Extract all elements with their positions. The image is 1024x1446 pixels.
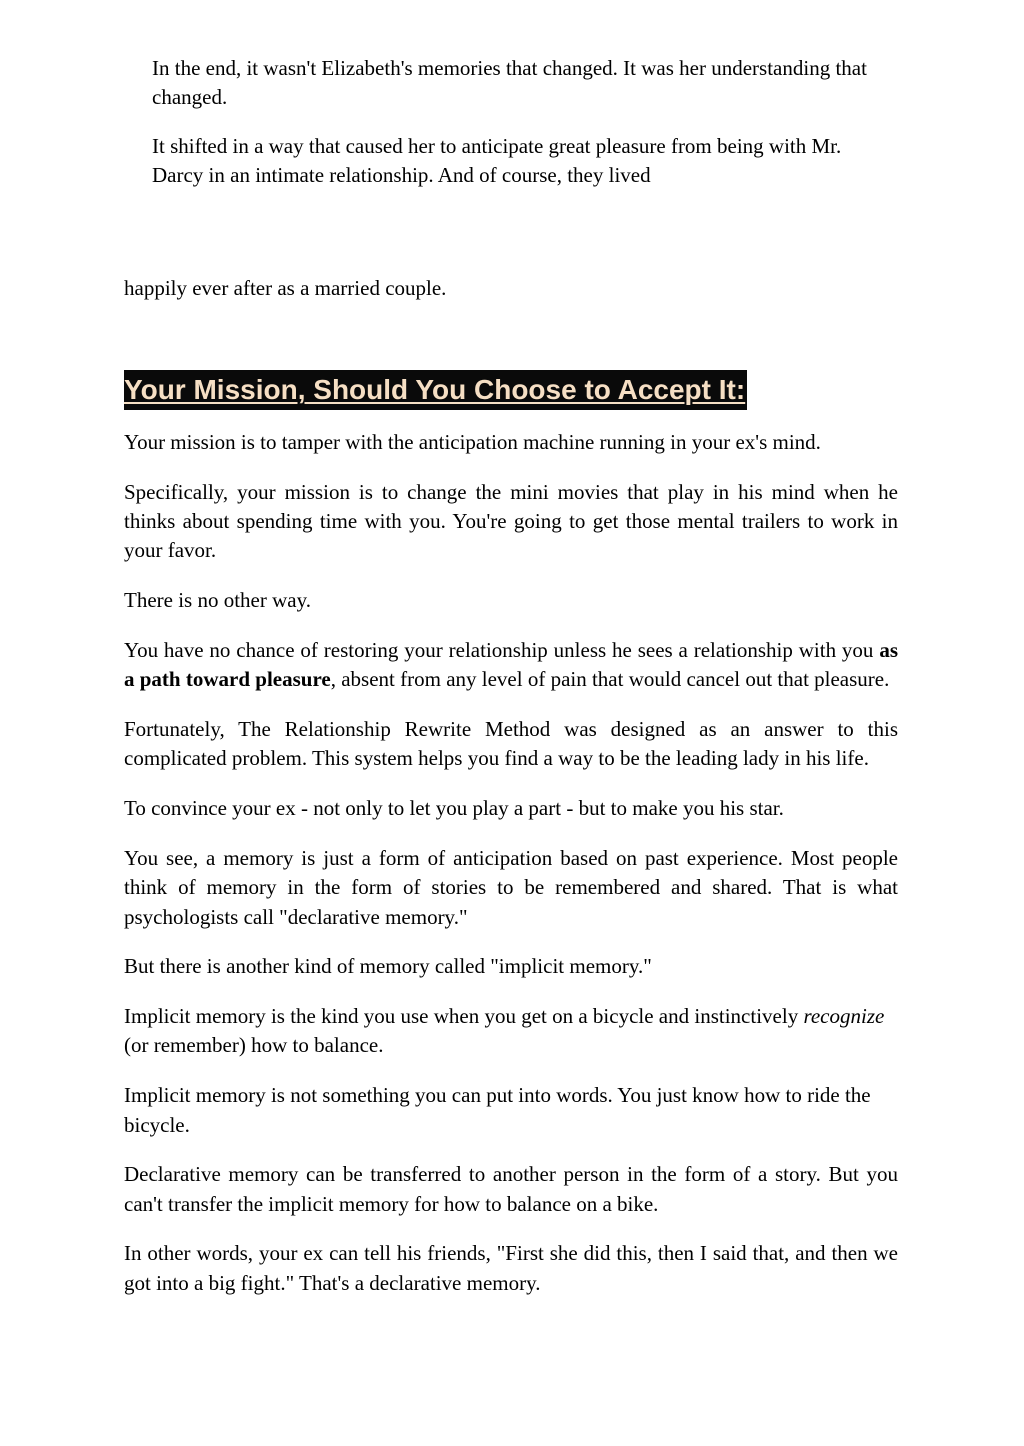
paragraph-text-segment: Implicit memory is the kind you use when you get on a bicycle and instinctively (124, 1004, 804, 1029)
paragraph-relationship-rewrite-method: Fortunately, The Relationship Rewrite Method was designed as an answer to this complicated problem. This system helps you find a way to be the leading lady in his life. (124, 717, 898, 771)
paragraph-text-segment: , absent from any level of pain that would cancel out that pleasure. (330, 667, 890, 692)
paragraph-bicycle-balance (124, 1002, 898, 1061)
italic-emphasis: recognize (803, 1004, 885, 1029)
section-heading-text: Your Mission, Should You Choose to Accept It: (124, 374, 746, 405)
section-heading (124, 370, 747, 410)
paragraph-big-fight: In other words, your ex can tell his friends, "First she did this, then I said that, and then we got into a big fight." That's a declarative memory. (124, 1241, 898, 1295)
indented-paragraph-mr-darcy: It shifted in a way that caused her to anticipate great pleasure from being with Mr. Darcy in an intimate relationship. And of course, they lived (152, 134, 842, 187)
continuation-paragraph: happily ever after as a married couple. (124, 276, 447, 300)
paragraph-transfer-memory: Declarative memory can be transferred to another person in the form of a story. But you can't transfer the implicit memory for how to balance on a bike. (124, 1162, 898, 1216)
bold-emphasis: as a path toward pleasure (124, 637, 898, 692)
paragraph-mission-tamper: Your mission is to tamper with the anticipation machine running in your ex's mind. (124, 430, 821, 454)
paragraph-put-into-words: Implicit memory is not something you can put into words. You just know how to ride the bicycle. (124, 1083, 871, 1137)
indented-paragraph-elizabeth-memories: In the end, it wasn't Elizabeth's memories that changed. It was her understanding that changed. (152, 56, 867, 109)
body-text (124, 428, 898, 1319)
paragraph-implicit-memory-intro: But there is another kind of memory called "implicit memory." (124, 954, 652, 979)
paragraph-text-segment: You have no chance of restoring your relationship unless he sees a relationship with you (124, 637, 880, 662)
paragraph-make-you-his-star: To convince your ex - not only to let you play a part - but to make you his star. (124, 796, 784, 821)
paragraph-mini-movies: Specifically, your mission is to change the mini movies that play in his mind when he thinks about spending time with you. You're going to get those mental trailers to work in your favor. (124, 479, 898, 563)
paragraph-path-toward-pleasure (124, 636, 898, 695)
paragraph-no-other-way: There is no other way. (124, 588, 311, 613)
paragraph-text-segment: (or remember) how to balance. (124, 1033, 384, 1058)
paragraph-declarative-memory: You see, a memory is just a form of anticipation based on past experience. Most people think of memory in the form of stories to be remembered and shared. That is what psychologists call "declarative memory." (124, 845, 898, 929)
